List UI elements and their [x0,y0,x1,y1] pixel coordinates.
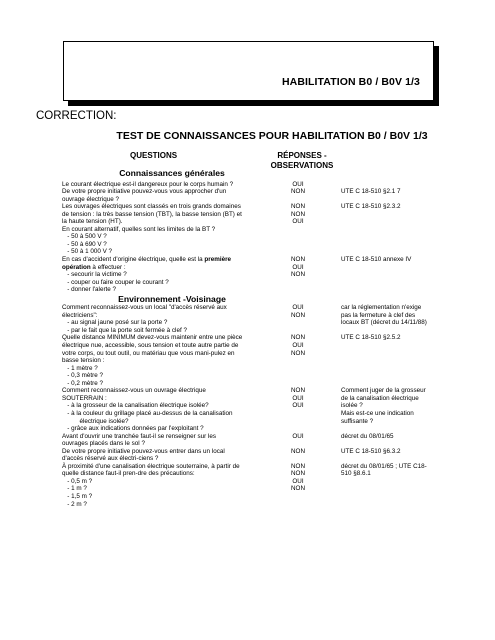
question-line: - à la couleur du grillage placé au-dessus de la canalisation [62,409,233,417]
answer: OUI [292,402,304,410]
question-line: ouvrages placés dans le sol ? [62,440,145,448]
question-line: votre corps, ou tout outil, ou matériau que vous mani-pulez en [62,349,235,357]
question-line: quelle distance faut-il pren-dre des précautions: [62,470,195,478]
section-general: Connaissances générales [119,168,225,178]
question-line: De votre propre initiative pouvez-vous entrer dans un local [62,447,225,455]
question-line: De votre propre initiative pouvez-vous vous approcher d'un [62,188,227,196]
answer: NON [291,311,305,319]
question-emphasis: opération [62,263,91,271]
observation: de la canalisation électrique [341,394,419,402]
question-line: Comment reconnaissez-vous un ouvrage électrique [62,387,206,395]
question-line: basse tension : [62,357,105,365]
observation: Mais est-ce une indication [341,409,414,417]
question-emphasis: première [204,256,232,263]
section-environment: Environnement -Voisinage [118,294,226,305]
observation: Comment juger de la grosseur [341,387,426,395]
title-box [63,41,434,101]
question-line: - 0,2 mètre ? [62,379,103,387]
answer: OUI [292,342,304,349]
observation: décret du 08/01/65 [341,432,394,440]
question-line: électrique isolée? [62,417,129,425]
observation: 510 §8.6.1 [341,470,371,478]
answer: NON [291,485,305,493]
question-line: d'accès réservé aux électri-ciens ? [62,455,159,463]
answer: OUI [292,477,304,485]
observation: UTE C 18-510 annexe IV [341,256,412,263]
answer: NON [291,470,305,478]
observation: UTE C 18-510 §2.5.2 [341,334,401,342]
question-line: de tension : la très basse tension (TBT), la basse tension (BT) et [62,210,242,218]
answer: NON [291,188,305,196]
question-line: Quelle distance MINIMUM devez-vous maintenir entre une pièce [62,334,243,342]
answer: NON [291,256,305,263]
question-line [62,256,292,264]
question-line: - par le fait que la porte soit fermée à clef ? [62,326,187,334]
question-line: - grâce aux indications données par l'exploitant ? [62,425,204,433]
answer: OUI [292,218,304,226]
answer: NON [291,349,305,357]
question-line: - au signal jaune posé sur la porte ? [62,319,168,327]
document-title: HABILITATION B0 / B0V 1/3 [281,76,420,88]
question-line: - 0,5 m ? [62,477,93,485]
answer: OUI [292,432,304,440]
question-line: - 1 mètre ? [62,364,98,372]
questions-header: QUESTIONS [130,151,178,160]
observation: pas la fermeture à clef des [341,311,416,319]
correction-label: CORRECTION: [36,110,117,122]
answer: OUI [292,263,304,271]
question-line: Le courant électrique est-il dangereux pour le corps humain ? [62,180,234,188]
answer: NON [291,210,305,218]
question-text: En cas d'accident d'origine électrique, quelle est la [62,256,205,263]
question-text: à effectuer : [90,263,126,271]
question-line: électrique nue, accessible, sous tension et toute autre partie de [62,342,239,349]
observation: UTE C 18-510 §6.3.2 [341,447,401,455]
answer: OUI [292,394,304,402]
question-line: - 50 à 500 V ? [62,233,107,241]
answer: NON [291,334,305,342]
answer: NON [291,462,305,470]
question-line: À proximité d'une canalisation électrique souterraine, à partir de [62,462,240,470]
question-line: - secourir la victime ? [62,271,127,279]
question-line: SOUTERRAIN : [62,394,107,402]
question-line: - à la grosseur de la canalisation électrique isolée? [62,402,209,410]
question-line [62,264,292,272]
question-line: la haute tension (HT). [62,218,123,226]
question-line: - 50 à 690 V ? [62,240,107,248]
question-line: - 2 m ? [62,500,87,508]
responses-header-line1: RÉPONSES - [277,151,327,160]
observation: suffisante ? [341,417,374,425]
question-line: En courant alternatif, quelles sont les limites de la BT ? [62,225,216,233]
observation: UTE C 18-510 §2.3.2 [341,203,401,211]
answer: NON [291,447,305,455]
observation: décret du 08/01/65 ; UTE C18- [341,462,427,470]
question-line: - couper ou faire couper le courant ? [62,278,169,286]
responses-header-line2: OBSERVATIONS [270,161,334,170]
answer: OUI [292,180,304,188]
answer: NON [291,387,305,395]
answer: NON [291,271,305,279]
question-line: Comment reconnaissez-vous un local "d'accès réservé aux [62,304,227,312]
question-line: ouvrage électrique ? [62,195,120,203]
question-line: - donner l'alerte ? [62,286,117,294]
observation: isolée ? [341,402,363,410]
question-line: Avant d'ouvrir une tranchée faut-il se renseigner sur les [62,432,217,440]
question-line: Les ouvrages électriques sont classés en trois grands domaines [62,203,241,211]
observation: locaux BT (décret du 14/11/88) [341,319,427,327]
question-line: - 0,3 mètre ? [62,372,103,380]
answer: NON [291,203,305,211]
question-line: - 1,5 m ? [62,493,93,500]
question-line: - 50 à 1 000 V ? [62,248,113,256]
observation: UTE C 18-510 §2.1 7 [341,188,401,196]
answer: OUI [292,304,304,312]
observation: car la réglementation n'exige [341,304,422,312]
question-line: - 1 m ? [62,485,87,493]
test-title: TEST DE CONNAISSANCES POUR HABILITATION B0 / B0V 1/3 [116,130,428,142]
question-line: électriciens": [62,311,98,319]
